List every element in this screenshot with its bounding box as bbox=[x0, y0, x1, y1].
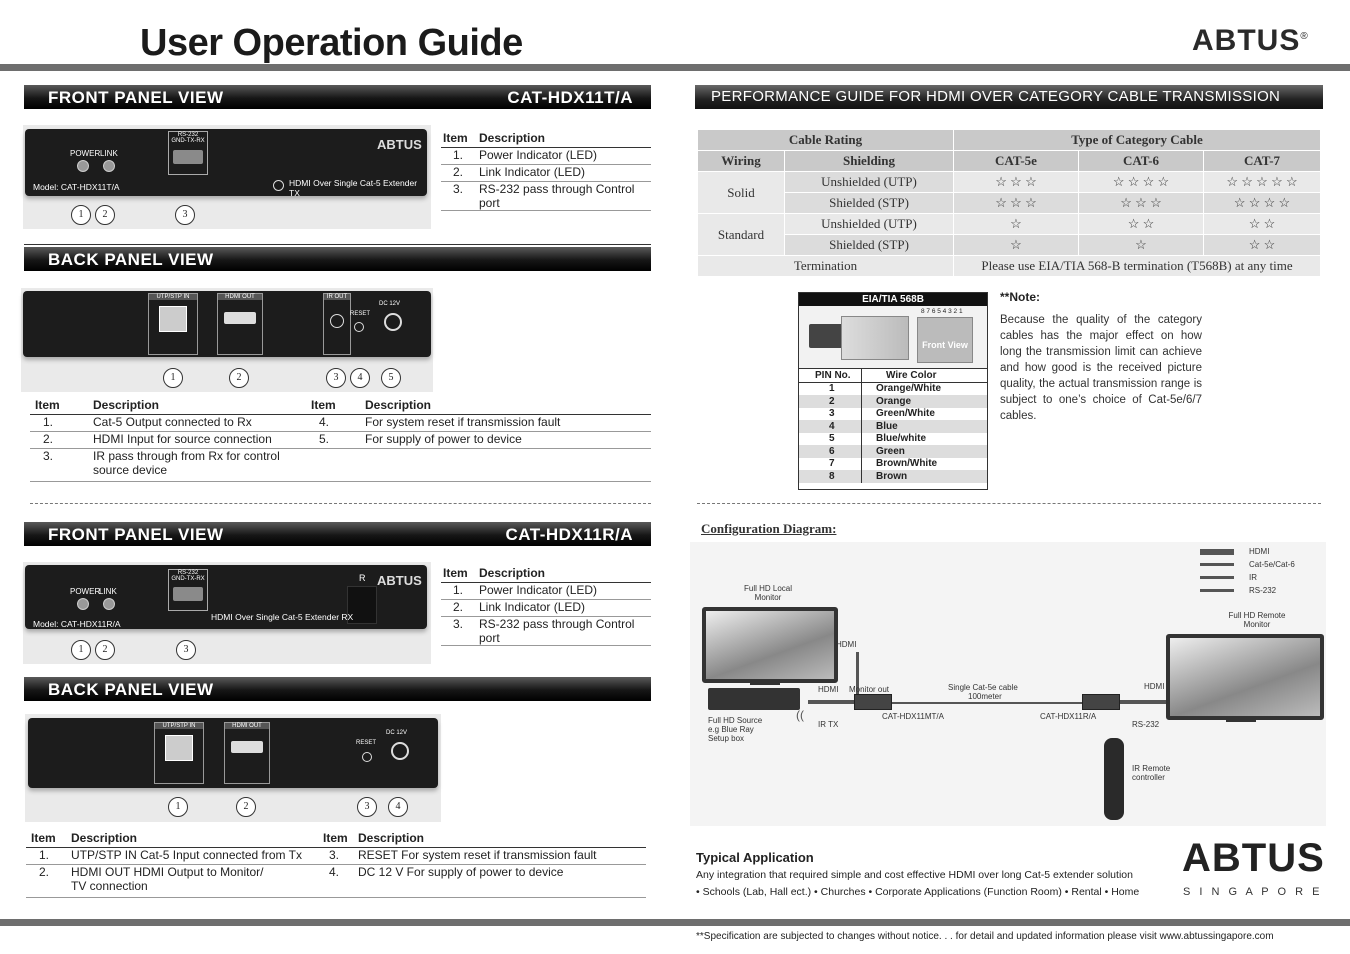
table-row bbox=[799, 382, 987, 395]
cell-item: 1. bbox=[26, 848, 71, 865]
standard-label: Standard bbox=[698, 214, 785, 256]
plug-front-icon bbox=[917, 317, 973, 363]
callout-1: 1 bbox=[163, 368, 183, 388]
ir-remote-icon bbox=[1104, 738, 1124, 820]
monitor-stand-icon bbox=[1226, 716, 1256, 722]
dc-label: DC 12V bbox=[386, 730, 408, 736]
cell-item: 1. bbox=[441, 148, 479, 165]
tx-unit-icon bbox=[854, 694, 892, 710]
hdmi-top-label: HDMI bbox=[836, 640, 857, 649]
section-title: FRONT PANEL VIEW bbox=[48, 525, 224, 544]
cat5-cable-icon bbox=[892, 702, 1082, 704]
rs232-port bbox=[168, 131, 208, 175]
stp-label: Shielded (STP) bbox=[785, 235, 954, 256]
tx-unit-label: CAT-HDX11MT/A bbox=[882, 712, 944, 721]
color-cell: Blue/white bbox=[876, 433, 927, 445]
cell-item: 3. bbox=[441, 182, 479, 211]
wiring-chart-title: EIA/TIA 568B bbox=[799, 293, 987, 306]
rx-front-header bbox=[24, 522, 651, 546]
callout-3: 3 bbox=[175, 205, 195, 225]
table-row bbox=[698, 214, 1321, 235]
utp-port bbox=[148, 293, 198, 355]
hdmi-port bbox=[224, 722, 270, 784]
callout-2: 2 bbox=[95, 205, 115, 225]
star-rating: ☆ bbox=[954, 235, 1079, 256]
local-monitor-label: Full HD Local Monitor bbox=[743, 584, 792, 602]
power-led-icon bbox=[77, 160, 89, 172]
table-header bbox=[441, 131, 651, 148]
pin-cell: 7 bbox=[799, 458, 862, 471]
rx-front-panel bbox=[25, 565, 427, 629]
utp-label: Unshielded (UTP) bbox=[785, 172, 954, 193]
rs232-pins-label: GND-TX-RX bbox=[171, 576, 205, 582]
note-text: Because the quality of the category cables has the major effect on how long the transmission limit can achieve and how good is the received picture quality, the actual transmission range is subject to one’s choice of Cat-5e/6/7 cables. bbox=[1000, 314, 1202, 422]
legend-rs232: RS-232 bbox=[1249, 586, 1277, 595]
tx-back-header bbox=[24, 247, 651, 271]
cell-desc-line1: HDMI OUT HDMI Output to Monitor/ bbox=[71, 865, 264, 879]
solid-label: Solid bbox=[698, 172, 785, 214]
typical-line2: • Schools (Lab, Hall ect.) • Churches • Corporate Applications (Function Room) • Rental • Home bbox=[696, 886, 1140, 898]
table-row bbox=[441, 182, 651, 211]
col-item: Item bbox=[323, 831, 358, 848]
pin-cell: 2 bbox=[799, 395, 862, 408]
cell-item bbox=[311, 449, 365, 482]
hdmi-connector-icon bbox=[224, 312, 256, 324]
ir-mark-label: R bbox=[359, 573, 366, 583]
pin-cell: 4 bbox=[799, 420, 862, 433]
ir-cable-legend-icon bbox=[1200, 576, 1234, 579]
star-rating: ☆ bbox=[954, 214, 1079, 235]
typical-line1: Any integration that required simple and cost effective HDMI over long Cat-5 extender solution bbox=[696, 869, 1133, 881]
rj45-jack-icon bbox=[159, 306, 187, 332]
tx-front-table bbox=[441, 131, 651, 211]
cell-item: 2. bbox=[441, 165, 479, 182]
cable-label: Single Cat-5e cable bbox=[948, 683, 1018, 692]
source-label: Full HD Source e.g Blue Ray Setup box bbox=[708, 716, 763, 743]
callout-2: 2 bbox=[95, 640, 115, 660]
callout-2: 2 bbox=[229, 368, 249, 388]
table-row bbox=[26, 848, 646, 865]
table-row bbox=[30, 449, 651, 482]
bottom-divider bbox=[0, 919, 1350, 926]
rs232-pins-label: GND-TX-RX bbox=[171, 138, 205, 144]
table-row bbox=[441, 583, 651, 600]
table-row bbox=[698, 256, 1321, 277]
cell-item: 3. bbox=[323, 848, 358, 865]
table-header bbox=[441, 566, 651, 583]
dashed-divider bbox=[30, 503, 651, 504]
cell-item: 2. bbox=[26, 865, 71, 898]
rx-back-table bbox=[26, 831, 646, 898]
cell-desc: UTP/STP IN Cat-5 Input connected from Tx bbox=[71, 848, 323, 865]
table-row bbox=[799, 395, 987, 408]
ir-window-icon bbox=[273, 180, 284, 191]
color-cell: Green/White bbox=[876, 408, 935, 420]
cell-item: 4. bbox=[311, 415, 365, 432]
tx-back-panel-area bbox=[21, 288, 433, 392]
pin-cell: 5 bbox=[799, 433, 862, 446]
hdmi-label: HDMI OUT bbox=[218, 294, 262, 300]
remote-monitor-icon bbox=[1166, 634, 1324, 720]
hdmi-source-label: HDMI bbox=[818, 685, 839, 694]
reset-button-icon bbox=[354, 322, 364, 332]
table-row bbox=[441, 165, 651, 182]
table-row bbox=[26, 865, 646, 898]
star-rating: ☆ ☆ ☆ ☆ bbox=[1079, 172, 1204, 193]
dc-label: DC 12V bbox=[379, 301, 401, 307]
pin-cell: 6 bbox=[799, 445, 862, 458]
cell-desc: For system reset if transmission fault bbox=[365, 415, 651, 432]
remote-label: IR Remote controller bbox=[1132, 764, 1171, 782]
cell-desc: Power Indicator (LED) bbox=[479, 583, 651, 600]
cell-desc-line1: IR pass through from Rx for control bbox=[93, 449, 280, 463]
ir-out-label: IR OUT bbox=[324, 294, 350, 300]
hdmi-rx-label: HDMI bbox=[1144, 682, 1165, 691]
cell-item: 3. bbox=[30, 449, 93, 482]
legend-hdmi: HDMI bbox=[1249, 547, 1270, 556]
table-header bbox=[30, 398, 651, 415]
col-item: Item bbox=[441, 566, 479, 583]
hdmi-cable-legend-icon bbox=[1200, 549, 1234, 555]
cell-item: 2. bbox=[441, 600, 479, 617]
callout-4: 4 bbox=[388, 797, 408, 817]
table-header bbox=[26, 831, 646, 848]
callout-1: 1 bbox=[71, 640, 91, 660]
power-label: POWER bbox=[70, 587, 101, 596]
color-cell: Brown bbox=[876, 470, 908, 482]
model-label: Model: CAT-HDX11R/A bbox=[33, 619, 121, 629]
cell-desc: RESET For system reset if transmission fault bbox=[358, 848, 646, 865]
panel-brand-logo: ABTUS bbox=[377, 137, 422, 152]
brand-logo-large: ABTUS bbox=[1182, 836, 1325, 880]
cell-desc: RS-232 pass through Control port bbox=[479, 617, 651, 646]
model-code: CAT-HDX11T/A bbox=[507, 88, 633, 107]
star-rating: ☆ bbox=[1079, 235, 1204, 256]
col-desc: Description bbox=[358, 831, 646, 848]
tx-front-header bbox=[24, 85, 651, 109]
callout-2: 2 bbox=[236, 797, 256, 817]
note-title: **Note: bbox=[1000, 290, 1041, 304]
power-led-icon bbox=[77, 598, 89, 610]
pin-cell: 8 bbox=[799, 470, 862, 483]
cat5e-header: CAT-5e bbox=[954, 151, 1079, 172]
col-desc: Description bbox=[479, 131, 651, 148]
color-cell: Orange/White bbox=[876, 383, 942, 395]
wiring-chart bbox=[798, 292, 988, 490]
cat7-header: CAT-7 bbox=[1204, 151, 1321, 172]
col-item: Item bbox=[311, 398, 365, 415]
ir-tx-label: IR TX bbox=[818, 720, 839, 729]
star-rating: ☆ ☆ ☆ ☆ bbox=[1204, 193, 1321, 214]
utp-label: Unshielded (UTP) bbox=[785, 214, 954, 235]
ir-wave-icon: (( bbox=[796, 708, 804, 722]
col-item: Item bbox=[30, 398, 93, 415]
rx-front-table bbox=[441, 566, 651, 646]
link-label: LINK bbox=[100, 149, 118, 158]
cell-item: 3. bbox=[441, 617, 479, 646]
shielding-header: Shielding bbox=[785, 151, 954, 172]
cable-icon bbox=[809, 324, 843, 348]
star-rating: ☆ ☆ bbox=[1204, 235, 1321, 256]
rj45-jack-icon bbox=[165, 735, 193, 761]
color-cell: Brown/White bbox=[876, 458, 938, 470]
section-title: FRONT PANEL VIEW bbox=[48, 88, 224, 107]
reset-label: RESET bbox=[356, 740, 377, 746]
star-rating: ☆ ☆ ☆ bbox=[1079, 193, 1204, 214]
divider-line bbox=[24, 244, 651, 245]
stp-label: Shielded (STP) bbox=[785, 193, 954, 214]
logo-text: ABTUS bbox=[1192, 24, 1301, 57]
tx-back-table bbox=[30, 398, 651, 482]
hdmi-connector-icon bbox=[231, 741, 263, 753]
col-desc: Description bbox=[365, 398, 651, 415]
brand-logo bbox=[1192, 24, 1309, 58]
col-desc: Description bbox=[71, 831, 323, 848]
config-title: Configuration Diagram: bbox=[701, 521, 837, 536]
bluray-player-icon bbox=[708, 688, 800, 710]
cell-desc-line2: source device bbox=[93, 463, 168, 477]
panel-brand-logo: ABTUS bbox=[377, 573, 422, 588]
utp-label: UTP/STP IN bbox=[155, 723, 203, 729]
terminal-block-icon bbox=[173, 587, 203, 601]
rs232-port bbox=[168, 569, 208, 611]
typical-title: Typical Application bbox=[696, 850, 814, 865]
callout-5: 5 bbox=[381, 368, 401, 388]
rx-front-panel-area bbox=[23, 562, 431, 664]
color-cell: Orange bbox=[876, 395, 912, 407]
section-title: BACK PANEL VIEW bbox=[48, 680, 214, 699]
registered-mark: ® bbox=[1300, 31, 1309, 42]
cell-desc: RS-232 pass through Control port bbox=[479, 182, 651, 211]
star-rating: ☆ ☆ ☆ bbox=[954, 172, 1079, 193]
config-diagram bbox=[690, 542, 1326, 826]
callout-3: 3 bbox=[176, 640, 196, 660]
wire-color-table bbox=[799, 369, 987, 483]
monitor-stand-icon bbox=[750, 679, 780, 685]
rs232-label: RS-232 bbox=[177, 570, 199, 576]
monitor-out-label: Monitor out bbox=[849, 685, 890, 694]
rx-back-panel bbox=[28, 718, 438, 788]
cell-desc bbox=[93, 449, 311, 482]
cell-item: 1. bbox=[30, 415, 93, 432]
cell-desc: DC 12 V For supply of power to device bbox=[358, 865, 646, 898]
cable-rating-header: Cable Rating bbox=[698, 130, 954, 151]
col-item: Item bbox=[441, 131, 479, 148]
cell-item: 5. bbox=[311, 432, 365, 449]
rj45-illustration bbox=[799, 306, 987, 369]
rx-unit-icon bbox=[1082, 694, 1120, 710]
rs232-cable-legend-icon bbox=[1200, 589, 1234, 592]
termination-text: Please use EIA/TIA 568-B termination (T568B) at any time bbox=[954, 256, 1321, 277]
model-label: Model: CAT-HDX11T/A bbox=[33, 182, 120, 192]
callout-4: 4 bbox=[350, 368, 370, 388]
reset-label: RESET bbox=[350, 311, 371, 317]
table-row bbox=[698, 193, 1321, 214]
cell-item: 2. bbox=[30, 432, 93, 449]
rs232-label: RS-232 bbox=[177, 132, 199, 138]
brand-subtitle: S I N G A P O R E bbox=[1183, 886, 1323, 898]
star-rating: ☆ ☆ ☆ bbox=[954, 193, 1079, 214]
legend-ir: IR bbox=[1249, 573, 1257, 582]
tx-front-panel-area bbox=[23, 125, 431, 229]
legend-cat5: Cat-5e/Cat-6 bbox=[1249, 560, 1295, 569]
col-desc: Description bbox=[479, 566, 651, 583]
cell-desc: Power Indicator (LED) bbox=[479, 148, 651, 165]
table-row bbox=[799, 458, 987, 471]
ir-jack-icon bbox=[330, 314, 344, 328]
rx-back-panel-area bbox=[25, 714, 441, 822]
rs232-label: RS-232 bbox=[1132, 720, 1160, 729]
hdmi-port bbox=[217, 293, 263, 355]
dc-jack-icon bbox=[391, 742, 409, 760]
star-rating: ☆ ☆ bbox=[1079, 214, 1204, 235]
star-rating: ☆ ☆ ☆ ☆ ☆ bbox=[1204, 172, 1321, 193]
callout-1: 1 bbox=[168, 797, 188, 817]
table-row bbox=[799, 420, 987, 433]
performance-header: PERFORMANCE GUIDE FOR HDMI OVER CATEGORY CABLE TRANSMISSION bbox=[695, 85, 1323, 109]
dashed-divider bbox=[697, 503, 1321, 504]
hdmi-label: HDMI OUT bbox=[225, 723, 269, 729]
wiring-header: Wiring bbox=[698, 151, 785, 172]
color-cell: Green bbox=[876, 445, 905, 457]
table-row bbox=[698, 235, 1321, 256]
cell-desc-line2: TV connection bbox=[71, 879, 148, 893]
rx-unit-label: CAT-HDX11R/A bbox=[1040, 712, 1097, 721]
cat5-cable-legend-icon bbox=[1200, 563, 1234, 566]
table-row bbox=[441, 148, 651, 165]
plug-icon bbox=[841, 316, 909, 360]
table-row bbox=[441, 617, 651, 646]
power-label: POWER bbox=[70, 149, 101, 158]
link-led-icon bbox=[103, 160, 115, 172]
table-row bbox=[30, 432, 651, 449]
link-led-icon bbox=[103, 598, 115, 610]
pin-cell: 3 bbox=[799, 408, 862, 421]
product-label: HDMI Over Single Cat-5 Extender TX bbox=[289, 178, 418, 198]
table-row bbox=[799, 445, 987, 458]
product-label: HDMI Over Single Cat-5 Extender RX bbox=[211, 612, 354, 622]
terminal-block-icon bbox=[173, 150, 203, 164]
callout-1: 1 bbox=[71, 205, 91, 225]
cell-desc: Link Indicator (LED) bbox=[479, 600, 651, 617]
cell-item: 4. bbox=[323, 865, 358, 898]
cell-desc: Cat-5 Output connected to Rx bbox=[93, 415, 311, 432]
color-cell: Blue bbox=[876, 420, 898, 432]
col-item: Item bbox=[26, 831, 71, 848]
performance-table bbox=[697, 129, 1321, 277]
cable-length-label: 100meter bbox=[968, 692, 1002, 701]
cell-desc bbox=[71, 865, 323, 898]
pin-cell: 1 bbox=[799, 382, 862, 395]
model-code: CAT-HDX11R/A bbox=[505, 525, 633, 544]
table-row bbox=[698, 151, 1321, 172]
page-title: User Operation Guide bbox=[140, 22, 523, 64]
pin-header: PIN No. bbox=[799, 369, 862, 382]
star-rating: ☆ ☆ bbox=[1204, 214, 1321, 235]
pin-order-label: 8 7 6 5 4 3 2 1 bbox=[921, 308, 963, 315]
table-row bbox=[799, 470, 987, 483]
table-row bbox=[441, 600, 651, 617]
table-header bbox=[799, 369, 987, 382]
top-divider bbox=[0, 64, 1350, 71]
cat6-header: CAT-6 bbox=[1079, 151, 1204, 172]
table-row bbox=[698, 172, 1321, 193]
reset-button-icon bbox=[362, 752, 372, 762]
col-desc: Description bbox=[93, 398, 311, 415]
callout-3: 3 bbox=[357, 797, 377, 817]
cell-item: 1. bbox=[441, 583, 479, 600]
cell-desc: HDMI Input for source connection bbox=[93, 432, 311, 449]
cell-desc: Link Indicator (LED) bbox=[479, 165, 651, 182]
cell-desc bbox=[365, 449, 651, 482]
link-label: LINK bbox=[99, 587, 117, 596]
cable-type-header: Type of Category Cable bbox=[954, 130, 1321, 151]
table-row bbox=[799, 433, 987, 446]
color-header: Wire Color bbox=[886, 369, 937, 381]
footer-disclaimer: **Specification are subjected to changes without notice. . . for detail and updated information please visit www.abtussingapore.com bbox=[696, 931, 1274, 942]
remote-monitor-label: Full HD Remote Monitor bbox=[1228, 611, 1286, 629]
ir-port bbox=[323, 293, 351, 355]
rx-back-header bbox=[24, 677, 651, 701]
utp-label: UTP/STP IN bbox=[149, 294, 197, 300]
table-row bbox=[698, 130, 1321, 151]
table-row bbox=[30, 415, 651, 432]
termination-label: Termination bbox=[698, 256, 954, 277]
table-row bbox=[799, 408, 987, 421]
dc-jack-icon bbox=[384, 313, 402, 331]
utp-port bbox=[154, 722, 204, 784]
cell-desc: For supply of power to device bbox=[365, 432, 651, 449]
tx-back-panel bbox=[23, 291, 431, 357]
section-title: BACK PANEL VIEW bbox=[48, 250, 214, 269]
local-monitor-icon bbox=[702, 607, 838, 683]
callout-3: 3 bbox=[326, 368, 346, 388]
tx-front-panel bbox=[25, 129, 427, 196]
front-view-label: Front View bbox=[922, 340, 968, 350]
